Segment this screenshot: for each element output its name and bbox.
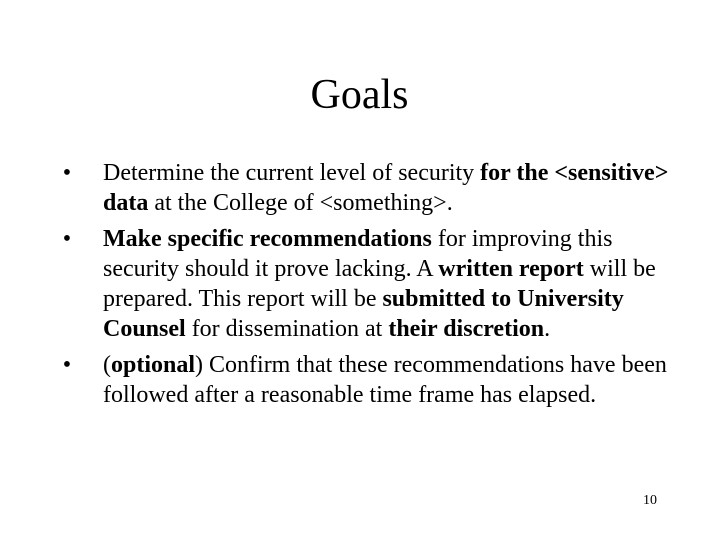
bullet-text: . xyxy=(544,316,551,342)
bullet-text-bold: their discretion xyxy=(388,316,545,342)
bullet-text-bold: for the <sensitive> data xyxy=(103,160,669,216)
bullet-text-bold: optional xyxy=(111,352,196,378)
bullet-item xyxy=(62,350,673,410)
bullet-text: for improving this security should it prove lacking. A xyxy=(103,226,613,282)
bullet-text: ) Confirm that these recommendations have been followed after a reasonable time frame has elapsed. xyxy=(103,352,667,408)
bullet-text: at the College of <something>. xyxy=(148,190,453,216)
bullet-text: Determine the current level of security xyxy=(103,160,481,186)
bullet-list xyxy=(62,158,673,416)
page-number: 10 xyxy=(643,493,657,508)
bullet-item xyxy=(62,224,673,344)
bullet-text: will be prepared. This report will be xyxy=(103,256,656,312)
bullet-item xyxy=(62,158,673,218)
bullet-marker: • xyxy=(62,226,72,252)
bullet-text-bold: Make specific recommendations xyxy=(103,226,432,252)
bullet-marker: • xyxy=(62,352,72,378)
bullet-marker: • xyxy=(62,160,72,186)
bullet-text-bold: submitted to University Counsel xyxy=(103,286,624,342)
bullet-text: for dissemination at xyxy=(185,316,389,342)
slide-title: Goals xyxy=(310,72,409,118)
bullet-text-bold: written report xyxy=(438,256,584,282)
bullet-text: ( xyxy=(103,352,111,378)
